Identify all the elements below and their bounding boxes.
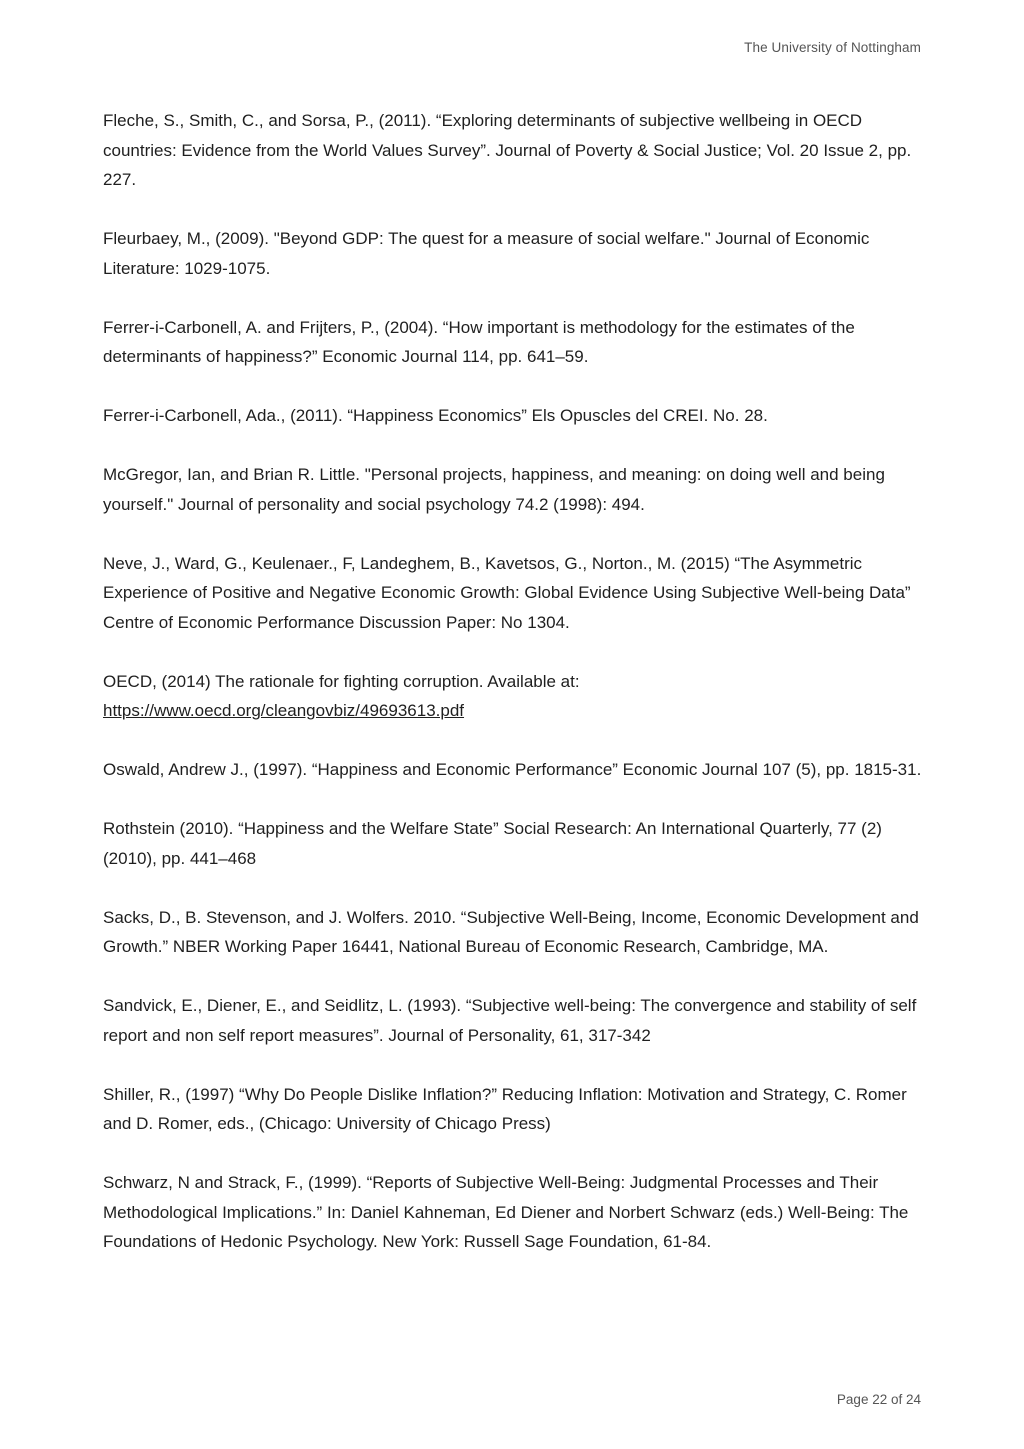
reference-text: Ferrer-i-Carbonell, Ada., (2011). “Happiness Economics” Els Opuscles del CREI. No. 28. xyxy=(103,406,768,425)
reference-text: Sacks, D., B. Stevenson, and J. Wolfers. 2010. “Subjective Well-Being, Income, Economic Development and Growth.” NBER Working Paper 16441, National Bureau of Economic Research, Cambridge, MA. xyxy=(103,907,919,956)
reference-text: Neve, J., Ward, G., Keulenaer., F, Landeghem, B., Kavetsos, G., Norton., M. (2015) “The Asymmetric Experience of Positive and Negative Economic Growth: Global Evidence Using Subjective Well-being Data” Centre of Economic Performance Discussion Paper: No 1304. xyxy=(103,553,911,632)
reference-entry xyxy=(103,106,925,195)
reference-list xyxy=(103,106,925,1286)
reference-entry xyxy=(103,903,925,962)
reference-entry xyxy=(103,313,925,372)
reference-entry xyxy=(103,549,925,638)
reference-text: OECD, (2014) The rationale for fighting corruption. Available at: xyxy=(103,671,580,691)
reference-entry xyxy=(103,991,925,1050)
reference-text: Sandvick, E., Diener, E., and Seidlitz, L. (1993). “Subjective well-being: The convergence and stability of self report and non self report measures”. Journal of Personality, 61, 317-342 xyxy=(103,996,917,1045)
reference-text: Fleurbaey, M., (2009). "Beyond GDP: The quest for a measure of social welfare." Journal of Economic Literature: 1029-1075. xyxy=(103,229,870,278)
reference-entry xyxy=(103,224,925,283)
reference-entry xyxy=(103,814,925,873)
reference-text: Rothstein (2010). “Happiness and the Welfare State” Social Research: An International Quarterly, 77 (2) (2010), pp. 441–468 xyxy=(103,819,882,868)
reference-entry xyxy=(103,1080,925,1139)
reference-text: McGregor, Ian, and Brian R. Little. "Personal projects, happiness, and meaning: on doing well and being yourself." Journal of personality and social psychology 74.2 (1998): 494. xyxy=(103,465,885,514)
reference-text: Shiller, R., (1997) “Why Do People Dislike Inflation?” Reducing Inflation: Motivation and Strategy, C. Romer and D. Romer, eds., (Chicago: University of Chicago Press) xyxy=(103,1084,907,1133)
reference-entry xyxy=(103,667,925,726)
page-number: Page 22 of 24 xyxy=(836,1392,921,1407)
reference-entry xyxy=(103,755,925,785)
reference-entry xyxy=(103,460,925,519)
reference-text: Fleche, S., Smith, C., and Sorsa, P., (2011). “Exploring determinants of subjective wellbeing in OECD countries: Evidence from the World Values Survey”. Journal of Poverty & Social Justice; Vol. 20 Issue 2, pp. 227. xyxy=(103,111,912,189)
oecd-link[interactable]: https://www.oecd.org/cleangovbiz/49693613.pdf xyxy=(103,701,465,720)
page-header-institution: The University of Nottingham xyxy=(744,40,921,55)
reference-entry xyxy=(103,401,925,431)
reference-entry xyxy=(103,1168,925,1257)
reference-text: Oswald, Andrew J., (1997). “Happiness and Economic Performance” Economic Journal 107 (5), pp. 1815-31. xyxy=(103,760,922,779)
reference-text: Schwarz, N and Strack, F., (1999). “Reports of Subjective Well-Being: Judgmental Processes and Their Methodological Implications.” In: Daniel Kahneman, Ed Diener and Norbert Schwarz (eds.) Well-Being: The Foundations of Hedonic Psychology. New York: Russell Sage Foundation, 61-84. xyxy=(103,1173,909,1251)
reference-text: Ferrer-i-Carbonell, A. and Frijters, P., (2004). “How important is methodology for the estimates of the determinants of happiness?” Economic Journal 114, pp. 641–59. xyxy=(103,317,855,366)
